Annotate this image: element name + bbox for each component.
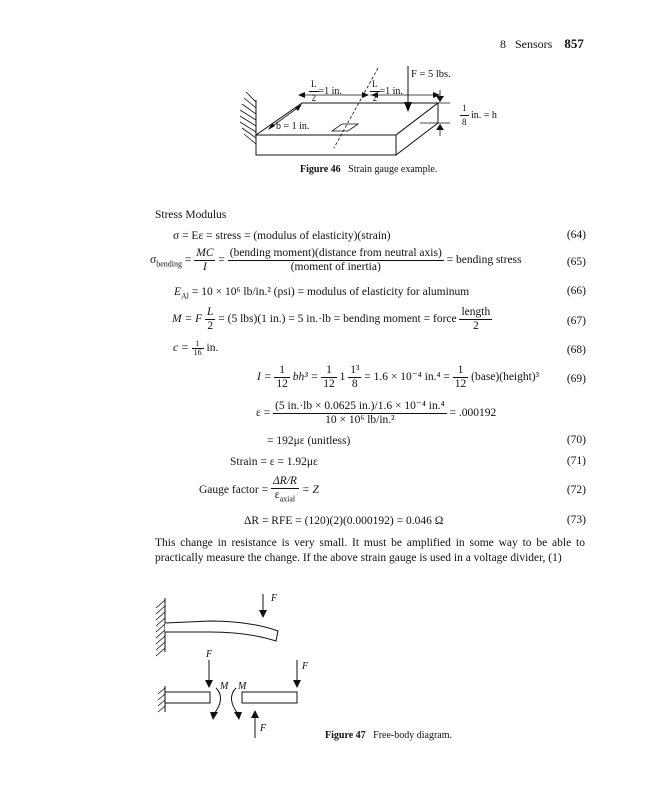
fig47-force-label-right: F <box>302 661 309 672</box>
equation-71: Strain = ε = 1.92με <box>230 456 318 468</box>
fig46-right-half-length: $\frac{L}{2}$ =1 in. <box>372 79 403 103</box>
equation-68-number: (68) <box>566 344 586 356</box>
equation-67: M = F $\frac{L}{2}$ = (5 lbs)(1 in.) = 5 in.·lb = bending moment = force $\frac{\text{length}}{2}$ <box>172 306 491 332</box>
figure-46-caption: Figure 46 Strain gauge example. <box>300 164 438 175</box>
equation-73: ΔR = RFE = (120)(2)(0.000192) = 0.046 Ω <box>244 515 444 527</box>
chapter-title: Sensors <box>515 37 553 51</box>
running-header <box>500 36 584 52</box>
fig47-moment-label-right: M <box>238 681 247 692</box>
equation-65-number: (65) <box>566 256 586 268</box>
page-number: 857 <box>564 36 584 51</box>
equation-67-number: (67) <box>566 315 586 327</box>
fig47-force-label-left: F <box>206 649 213 660</box>
fig46-force-label: F = 5 lbs. <box>411 69 451 80</box>
fig46-left-half-length: $\frac{L}{2}$ =1 in. <box>311 79 342 103</box>
equation-71-number: (71) <box>566 455 586 467</box>
equation-66-number: (66) <box>566 285 586 297</box>
equation-64-number: (64) <box>566 229 586 241</box>
equation-70: = 192με (unitless) <box>267 435 351 447</box>
equation-strain: ε = $\frac{\text{(5 in.·lb × 0.0625 in.)/1.6 × 10⁻⁴ in.⁴}}{\text{10 × 10⁶ lb/in.²}}$ = .000192 <box>256 400 497 426</box>
fig46-thickness-label: $\frac{1}{8}$ in. = h <box>462 103 497 127</box>
equation-68: c = $\frac{1}{16}$ in. <box>173 339 219 357</box>
body-paragraph: This change in resistance is very small. It must be amplified in some way to be able to practically measure the change. If the above strain gauge is used in a voltage divider, (1) <box>155 537 585 564</box>
equation-73-number: (73) <box>566 514 586 526</box>
equation-66: $E_{Al} = 10 \times 10^6$ lb/in.² (psi) = modulus of elasticity for aluminum <box>174 286 470 301</box>
fig47-force-label-bottom: F <box>260 723 267 734</box>
equation-69: I = $\frac{1}{12}$ bh³ = $\frac{1}{12}$ 1 $\frac{\text{1³}}{8}$ = 1.6 × 10⁻⁴ in.⁴ = $\frac{1}{12}$ (base)(height)³ <box>257 364 540 390</box>
equation-72-number: (72) <box>566 484 586 496</box>
fig47-force-label-top: F <box>271 593 278 604</box>
fig47-moment-label-left: M <box>220 681 229 692</box>
chapter-number: 8 <box>500 37 506 51</box>
figure-47-caption: Figure 47 Free-body diagram. <box>325 730 453 741</box>
equation-70-number: (70) <box>566 434 586 446</box>
fig46-width-label: b = 1 in. <box>276 121 310 132</box>
equation-69-number: (69) <box>566 373 586 385</box>
equation-64: σ = Eε = stress = (modulus of elasticity)(strain) <box>173 230 391 242</box>
equation-65: $\sigma_{bending}$ = $\frac{MC}{I}$ = $\frac{\text{(bending moment)(distance from neutral axis)}}{\text{(moment of inertia)}}$ = bending stress <box>150 247 522 273</box>
section-heading: Stress Modulus <box>155 209 227 221</box>
equation-72: Gauge factor = $\frac{\Delta R/R}{\varepsilon_{axial}}$ = Z <box>199 475 319 504</box>
